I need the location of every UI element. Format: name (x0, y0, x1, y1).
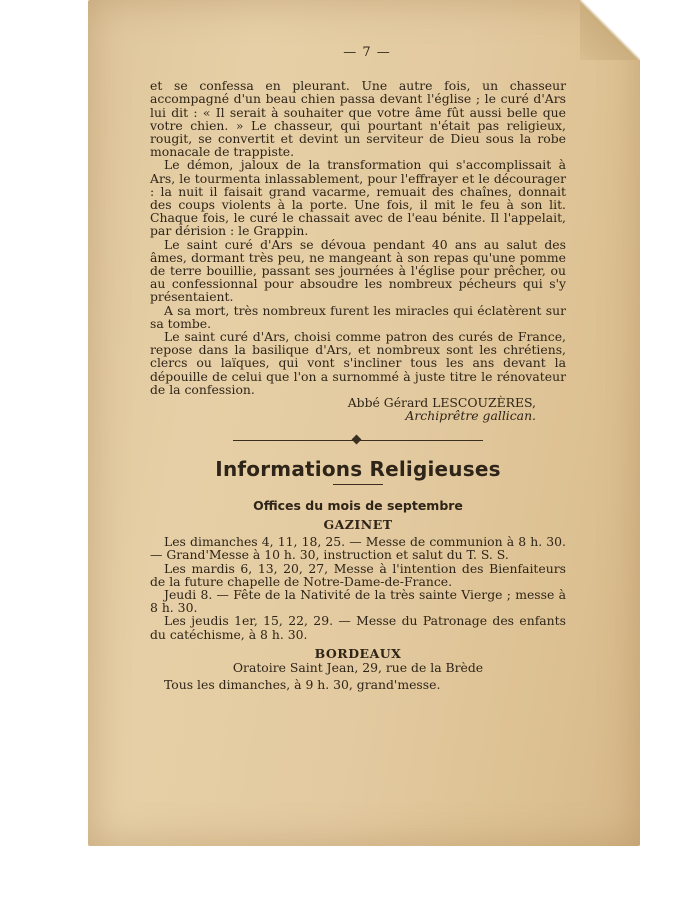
signature-title: Archiprêtre gallican. (405, 408, 536, 424)
page-number: — 7 — (343, 45, 391, 60)
divider-diamond (352, 435, 362, 445)
page-content (150, 46, 566, 691)
place-heading-gazinet: GAZINET (323, 516, 393, 532)
place-heading-bordeaux: BORDEAUX (314, 645, 402, 661)
ornamental-divider (233, 440, 483, 441)
article-paragraph-2: Le démon, jaloux de la transformation qui s'accomplissait à Ars, le tourmenta inlassablement, pour l'effrayer et le décourager : la nuit il faisait grand vacarme, remuait des chaînes, donnait des coups violents à la porte. Une fois, il mit le feu à son lit. Chaque fois, le curé le chassait avec de l'eau bénite. Il l'appelait, par dérision : le Grappin. (150, 157, 566, 239)
signature-block (150, 396, 566, 422)
folded-corner (580, 0, 640, 60)
schedule-item: Les jeudis 1er, 15, 22, 29. — Messe du Patronage des enfants du catéchisme, à 8 h. 30. (150, 613, 566, 642)
section-title: Informations Religieuses (215, 457, 501, 482)
schedule-item: Les mardis 6, 13, 20, 27, Messe à l'intention des Bienfaiteurs de la future chapelle de Notre-Dame-de-France. (150, 560, 566, 589)
signature-name: Abbé Gérard LESCOUZÈRES, (347, 395, 536, 411)
schedule-item: Jeudi 8. — Fête de la Nativité de la très sainte Vierge ; messe à 8 h. 30. (150, 586, 566, 616)
article-paragraph-4: A sa mort, très nombreux furent les miracles qui éclatèrent sur sa tombe. (150, 302, 566, 331)
schedule-item: Tous les dimanches, à 9 h. 30, grand'messe. (164, 677, 441, 693)
article-paragraph-3: Le saint curé d'Ars se dévoua pendant 40 ans au salut des âmes, dormant très peu, ne mangeant à son repas qu'une pomme de terre bouillie, passant ses journées à l'église pour prêcher, ou au confessionnal pour absoudre les nombreux pécheurs qui s'y présentaient. (150, 236, 566, 305)
article-paragraph-1: et se confessa en pleurant. Une autre fois, un chasseur accompagné d'un beau chien passa devant l'église ; le curé d'Ars lui dit : « Il serait à souhaiter que votre âme fût aussi belle que votre chien. » Le chasseur, qui pourtant n'était pas religieux, rougit, se convertit et devint un serviteur de Dieu sous la robe monacale de trappiste. (150, 78, 566, 160)
bordeaux-address: Oratoire Saint Jean, 29, rue de la Brède (232, 659, 484, 675)
schedule-item: Les dimanches 4, 11, 18, 25. — Messe de communion à 8 h. 30. — Grand'Messe à 10 h. 30, instruction et salut du T. S. S. (150, 534, 566, 563)
section-subtitle: Offices du mois de septembre (253, 497, 463, 513)
title-underline (333, 484, 383, 485)
article-paragraph-5: Le saint curé d'Ars, choisi comme patron des curés de France, repose dans la basilique d'Ars, et nombreux sont les chrétiens, clercs ou laïques, qui vont s'incliner tous les ans devant la dépouille de celui que l'on a surnommé à juste titre le rénovateur de la confession. (150, 329, 566, 397)
